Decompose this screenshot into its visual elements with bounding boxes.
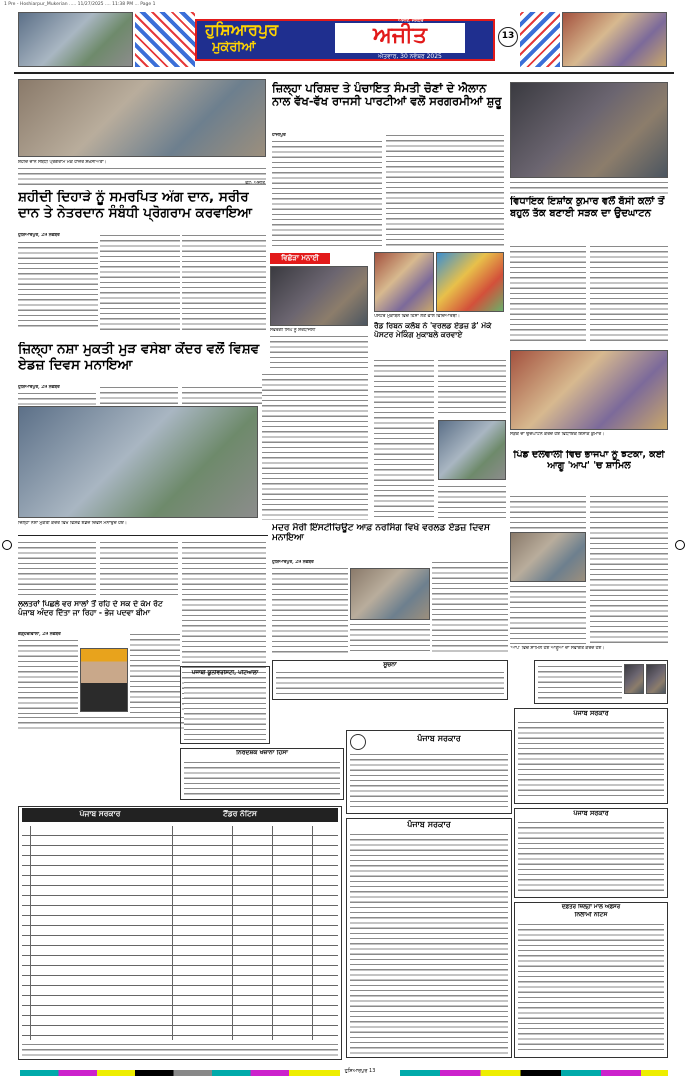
masthead-title-left: ਹੁਸ਼ਿਆਰਪੁਰ <box>205 21 279 39</box>
club-photo-caption: ਪੋਸਟਰ ਮੁਕਾਬਲੇ ਵਿਚ ਹਿੱਸਾ ਲੈਣ ਵਾਲੇ ਵਿਦਿਆਰਥੀ। <box>374 314 460 319</box>
print-slug: 1 Pre - Hoshiarpur_Mukerian ..... 11/27/2025 .... 11:38 PM ... Page 1 <box>4 2 156 7</box>
drug-center-caption: ਜ਼ਿਲ੍ਹਾ ਨਸ਼ਾ ਮੁਕਤੀ ਕੇਂਦਰ ਵਿਖੇ ਵਿਸ਼ਵ ਏਡਜ਼ ਦਿਵਸ ਮਨਾਉਂਦੇ ਹੋਏ। <box>18 521 127 526</box>
ad-tender-title: ਟੈਂਡਰ ਨੋਟਿਸ <box>223 810 257 818</box>
bjp-text-3 <box>510 584 586 644</box>
inauguration-photo <box>510 350 668 430</box>
masthead-pattern <box>135 12 195 67</box>
masthead-photo-right <box>562 12 667 67</box>
left-col-text-b <box>100 540 178 598</box>
drug-center-byline: ਹੁਸ਼ਿਆਰਪੁਰ, 29 ਨਵੰਬਰ <box>18 385 60 390</box>
club-text-2 <box>438 358 506 416</box>
nursing-headline: ਮਦਰ ਮੈਰੀ ਇੰਸਟੀਚਿਊਟ ਆਫ਼ ਨਰਸਿੰਗ ਵਿਖੇ ਵਰਲਡ ਏਡਜ਼ ਦਿਵਸ ਮਨਾਇਆ <box>272 523 490 544</box>
nursing-byline: ਹੁਸ਼ਿਆਰਪੁਰ, 29 ਨਵੰਬਰ <box>272 560 314 565</box>
masthead-photo-left <box>18 12 133 67</box>
drug-center-text-right <box>262 372 368 520</box>
drug-center-headline: ਜ਼ਿਲ੍ਹਾ ਨਸ਼ਾ ਮੁਕਤੀ ਮੁੜ ਵਸੇਬਾ ਕੇਂਦਰ ਵਲੋਂ ਵਿਸ਼ਵ ਏਡਜ਼ ਦਿਵਸ ਮਨਾਇਆ <box>18 342 260 373</box>
masthead-title-left-sub: ਮੁਕੇਰੀਆਂ <box>212 41 256 55</box>
inauguration-headline: ਵਿਧਾਇਕ ਇਸ਼ਾਂਕ ਕੁਮਾਰ ਵਲੋਂ ਬੱਸੀ ਕਲਾਂ ਤੋਂ ਬਹੁਲ ਤੱਕ ਬਣਾਈ ਸੜਕ ਦਾ ਉਦਘਾਟਨ <box>510 196 665 219</box>
ad-office-subtitle: ਨਿਲਾਮੀ ਨੋਟਿਸ <box>574 912 608 918</box>
bjp-text-2 <box>590 494 668 644</box>
nursing-photo <box>350 568 430 620</box>
ad-obituary-photo-1 <box>624 664 644 694</box>
drug-center-text-3 <box>182 385 266 405</box>
group-photo-1-caption: ਸ਼ਹੀਦ ਦਾਨ ਸਬੰਧੀ ਪ੍ਰੋਗਰਾਮ ਮੌਕੇ ਹਾਜ਼ਰ ਸ਼ਖ਼ਸੀਅਤਾਂ। <box>18 160 107 165</box>
nursing-text-1 <box>272 566 348 654</box>
club-photo-2 <box>436 252 504 312</box>
ad-punjab-center-text <box>350 752 508 810</box>
page-number: 13 <box>501 31 515 41</box>
drug-center-text-2 <box>100 385 178 405</box>
organ-text-col3 <box>182 233 266 330</box>
left-col-text-a <box>18 540 96 598</box>
ad-punjab-right-text <box>518 720 664 800</box>
club-text-1 <box>374 358 434 518</box>
organ-text-col1 <box>18 240 98 330</box>
nursing-text-3 <box>350 622 430 654</box>
masthead-date: ਐਤਵਾਰ, 30 ਨਵੰਬਰ 2025 <box>378 53 442 60</box>
registration-mark-right <box>675 540 685 550</box>
organ-byline: ਹੁਸ਼ਿਆਰਪੁਰ, 29 ਨਵੰਬਰ <box>18 233 60 238</box>
inauguration-caption: ਸੜਕ ਦਾ ਉਦਘਾਟਨ ਕਰਦੇ ਹੋਏ ਵਿਧਾਇਕ ਇਸ਼ਾਂਕ ਕੁਮਾਰ। <box>510 432 605 437</box>
right-photo-1 <box>510 82 668 178</box>
tribute-text <box>270 334 368 368</box>
color-bar <box>20 1070 340 1076</box>
ad-obituary-photo-2 <box>646 664 666 694</box>
club-photo-1 <box>374 252 434 312</box>
bjp-headline: ਪਿੰਡ ਦਲਵਾਲੀ ਵਿਚ ਭਾਜਪਾ ਨੂੰ ਝਟਕਾ, ਕਈ ਆਗੂ 'ਆਪ' 'ਚ ਸ਼ਾਮਿਲ <box>513 450 665 471</box>
lead-text-col2 <box>386 133 504 249</box>
drug-center-photo <box>18 406 258 518</box>
divider-left-1 <box>18 535 268 536</box>
bjp-caption: 'ਆਪ' ਵਿਚ ਸ਼ਾਮਿਲ ਹੋਏ ਆਗੂਆਂ ਦਾ ਸਵਾਗਤ ਕਰਦੇ ਹੋਏ। <box>510 646 605 651</box>
ad-punjab-br-text <box>518 820 664 894</box>
club-photo-3 <box>438 420 506 480</box>
ad-obituary-text <box>538 664 622 700</box>
inauguration-text-1 <box>510 244 586 344</box>
organ-text-col2 <box>100 233 180 330</box>
ad-punjab-bottom-text <box>350 832 508 1054</box>
club-text-3 <box>438 484 506 518</box>
masthead-pattern-right <box>520 12 560 67</box>
color-bar-right <box>400 1070 668 1076</box>
ad-office-text <box>518 922 664 1054</box>
ad-tender-table-cols <box>22 826 338 1040</box>
ad-tender-govt: ਪੰਜਾਬ ਸਰਕਾਰ <box>79 810 121 818</box>
masthead-place: ਅਜੀਤ, ਜਲੰਧਰ <box>398 19 424 24</box>
ad-university-text <box>184 680 266 740</box>
ad-tender-footer <box>22 1042 338 1056</box>
ad-punjab-bottom-title: ਪੰਜਾਬ ਸਰਕਾਰ <box>407 820 451 829</box>
drug-center-text-1 <box>18 391 96 405</box>
nursing-text-2 <box>432 560 508 654</box>
lead-headline: ਜ਼ਿਲ੍ਹਾ ਪਰਿਸ਼ਦ ਤੇ ਪੰਚਾਇਤ ਸੰਮਤੀ ਚੋਣਾਂ ਦੇ ਐਲਾਨ ਨਾਲ ਵੱਖ-ਵੱਖ ਰਾਜਸੀ ਪਾਰਟੀਆਂ ਵਲੋਂ ਸਰਗਰਮੀਆਂ ਸ਼ੁਰੂ <box>272 82 502 109</box>
group-photo-1-credit: ਫੋਟੋ: ਅਜੀਤ <box>245 181 265 186</box>
masthead-divider <box>14 72 674 74</box>
bjp-photo <box>510 532 586 582</box>
ad-punjab-center-title: ਪੰਜਾਬ ਸਰਕਾਰ <box>417 734 461 743</box>
club-headline: ਰੈਡ ਰਿਬਨ ਕਲੱਬ ਨੇ 'ਵਰਲਡ ਏਡਜ਼ ਡੇ' ਮੌਕੇ ਪੋਸਟਰ ਮੇਕਿੰਗ ਮੁਕਾਬਲੇ ਕਰਵਾਏ <box>374 322 492 339</box>
ad-notice-title: ਸੂਚਨਾ <box>383 662 397 668</box>
masthead-brand: ਅਜੀਤ <box>373 23 427 48</box>
ad-university-title: ਪੰਜਾਬੀ ਯੂਨੀਵਰਸਿਟੀ, ਪਟਿਆਲਾ <box>191 670 259 676</box>
ad-commerce-title: ਨਿਰਦੇਸ਼ਕ ਖਜ਼ਾਨਾ ਹਿੱਸਾ <box>236 750 288 756</box>
accident-photo <box>80 648 128 712</box>
registration-mark-left <box>2 540 12 550</box>
ad-punjab-br-title: ਪੰਜਾਬ ਸਰਕਾਰ <box>573 810 609 817</box>
punjab-emblem-icon <box>350 734 366 750</box>
ad-office-title: ਦਫ਼ਤਰ ਜ਼ਿਲ੍ਹਾ ਮਾਲ ਅਫ਼ਸਰ <box>561 904 621 910</box>
organ-headline: ਸ਼ਹੀਦੀ ਦਿਹਾੜੇ ਨੂੰ ਸਮਰਪਿਤ ਅੰਗ ਦਾਨ, ਸਰੀਰ ਦਾਨ ਤੇ ਨੇਤਰਦਾਨ ਸੰਬੰਧੀ ਪ੍ਰੋਗਰਾਮ ਕਰਵਾਇਆ <box>18 190 252 221</box>
ad-commerce-text <box>184 760 340 798</box>
masthead <box>0 9 687 71</box>
tribute-photo <box>270 266 368 326</box>
ad-punjab-right-title: ਪੰਜਾਬ ਸਰਕਾਰ <box>573 710 609 717</box>
ad-notice-text <box>276 670 504 698</box>
accident-headline: ਲਲਤਰਾਂ ਪਿਛਲੇ ਵਰ ਸਾਲਾਂ ਤੋਂ ਰਹਿ ਦੇ ਸਕ ਦੇ ਕੰਮ ਰੋਟ ਪੰਜਾਬ ਅੰਦਰ ਦਿੱਤਾ ਜਾ ਰਿਹਾ - ਭੇਜ ਪਦਵਾ ਬੀਮਾ <box>18 600 163 617</box>
accident-byline: ਗੜ੍ਹਦੀਵਾਲਾ, 29 ਨਵੰਬਰ <box>18 632 61 637</box>
lead-text-col1 <box>272 139 382 249</box>
tribute-caption: ਸਵਰਗੀ ਸਿੰਘ ਨੂੰ ਸ਼ਰਧਾਂਜਲੀ <box>270 328 316 333</box>
footer-pages: ਹੁਸ਼ਿਆਰਪੁਰ 13 <box>344 1068 376 1074</box>
lead-byline: ਹਾਜੀਪੁਰ <box>272 133 286 138</box>
bjp-text-1 <box>510 494 586 530</box>
group-photo-1 <box>18 79 266 157</box>
tribute-label: ਵਿਛੋੜਾ ਮਨਾਈ <box>281 254 319 262</box>
accident-text-2 <box>130 632 180 728</box>
right-photo-1-caption <box>510 180 668 194</box>
inauguration-text-2 <box>590 244 668 344</box>
